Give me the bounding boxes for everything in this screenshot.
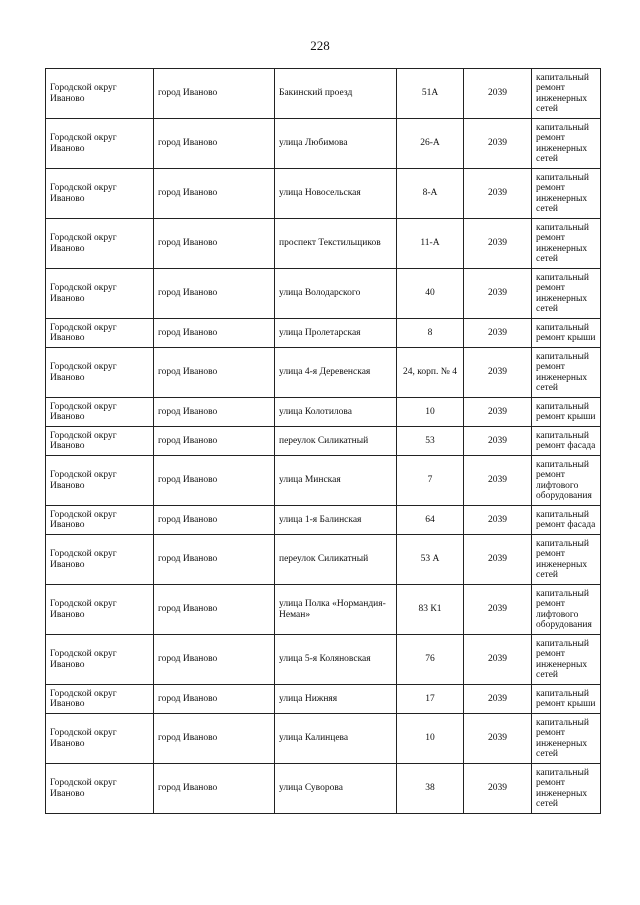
house-number-cell: 8 xyxy=(397,319,464,348)
city-cell: город Иваново xyxy=(154,269,275,319)
street-cell: улица Полка «Нормандия-Неман» xyxy=(275,585,397,635)
district-cell: Городской округ Иваново xyxy=(46,535,154,585)
table-row xyxy=(46,348,601,398)
work-type-cell: капитальный ремонт крыши xyxy=(532,685,601,714)
table-row xyxy=(46,219,601,269)
street-cell: улица Калинцева xyxy=(275,714,397,764)
district-cell: Городской округ Иваново xyxy=(46,119,154,169)
street-cell: улица Новосельская xyxy=(275,169,397,219)
year-cell: 2039 xyxy=(464,635,532,685)
year-cell: 2039 xyxy=(464,398,532,427)
house-number-cell: 38 xyxy=(397,764,464,814)
table-row xyxy=(46,714,601,764)
work-type-cell: капитальный ремонт инженерных сетей xyxy=(532,69,601,119)
house-number-cell: 76 xyxy=(397,635,464,685)
house-number-cell: 10 xyxy=(397,398,464,427)
work-type-cell: капитальный ремонт крыши xyxy=(532,319,601,348)
work-type-cell: капитальный ремонт инженерных сетей xyxy=(532,714,601,764)
work-type-cell: капитальный ремонт инженерных сетей xyxy=(532,764,601,814)
year-cell: 2039 xyxy=(464,348,532,398)
table-row xyxy=(46,269,601,319)
street-cell: улица Володарского xyxy=(275,269,397,319)
house-number-cell: 26-А xyxy=(397,119,464,169)
house-number-cell: 40 xyxy=(397,269,464,319)
registry-table-body xyxy=(46,69,601,814)
table-row xyxy=(46,635,601,685)
street-cell: улица Минская xyxy=(275,456,397,506)
house-number-cell: 24, корп. № 4 xyxy=(397,348,464,398)
city-cell: город Иваново xyxy=(154,585,275,635)
table-row xyxy=(46,685,601,714)
city-cell: город Иваново xyxy=(154,427,275,456)
street-cell: улица Любимова xyxy=(275,119,397,169)
street-cell: улица Нижняя xyxy=(275,685,397,714)
district-cell: Городской округ Иваново xyxy=(46,506,154,535)
table-row xyxy=(46,119,601,169)
house-number-cell: 83 К1 xyxy=(397,585,464,635)
year-cell: 2039 xyxy=(464,427,532,456)
house-number-cell: 64 xyxy=(397,506,464,535)
work-type-cell: капитальный ремонт фасада xyxy=(532,427,601,456)
table-row xyxy=(46,427,601,456)
district-cell: Городской округ Иваново xyxy=(46,585,154,635)
year-cell: 2039 xyxy=(464,269,532,319)
city-cell: город Иваново xyxy=(154,456,275,506)
city-cell: город Иваново xyxy=(154,319,275,348)
district-cell: Городской округ Иваново xyxy=(46,319,154,348)
work-type-cell: капитальный ремонт крыши xyxy=(532,398,601,427)
work-type-cell: капитальный ремонт инженерных сетей xyxy=(532,169,601,219)
street-cell: проспект Текстильщиков xyxy=(275,219,397,269)
work-type-cell: капитальный ремонт инженерных сетей xyxy=(532,535,601,585)
district-cell: Городской округ Иваново xyxy=(46,269,154,319)
street-cell: улица Суворова xyxy=(275,764,397,814)
district-cell: Городской округ Иваново xyxy=(46,169,154,219)
city-cell: город Иваново xyxy=(154,348,275,398)
page-number: 228 xyxy=(310,38,330,53)
city-cell: город Иваново xyxy=(154,169,275,219)
district-cell: Городской округ Иваново xyxy=(46,219,154,269)
work-type-cell: капитальный ремонт лифтового оборудования xyxy=(532,585,601,635)
year-cell: 2039 xyxy=(464,219,532,269)
year-cell: 2039 xyxy=(464,535,532,585)
city-cell: город Иваново xyxy=(154,635,275,685)
year-cell: 2039 xyxy=(464,456,532,506)
house-number-cell: 8-А xyxy=(397,169,464,219)
house-number-cell: 10 xyxy=(397,714,464,764)
district-cell: Городской округ Иваново xyxy=(46,69,154,119)
street-cell: улица Колотилова xyxy=(275,398,397,427)
year-cell: 2039 xyxy=(464,585,532,635)
work-type-cell: капитальный ремонт инженерных сетей xyxy=(532,269,601,319)
year-cell: 2039 xyxy=(464,169,532,219)
street-cell: переулок Силикатный xyxy=(275,427,397,456)
house-number-cell: 7 xyxy=(397,456,464,506)
work-type-cell: капитальный ремонт фасада xyxy=(532,506,601,535)
house-number-cell: 53 А xyxy=(397,535,464,585)
district-cell: Городской округ Иваново xyxy=(46,635,154,685)
year-cell: 2039 xyxy=(464,69,532,119)
district-cell: Городской округ Иваново xyxy=(46,398,154,427)
city-cell: город Иваново xyxy=(154,764,275,814)
year-cell: 2039 xyxy=(464,319,532,348)
street-cell: улица 1-я Балинская xyxy=(275,506,397,535)
table-row xyxy=(46,456,601,506)
street-cell: улица 5-я Коляновская xyxy=(275,635,397,685)
table-row xyxy=(46,764,601,814)
work-type-cell: капитальный ремонт инженерных сетей xyxy=(532,119,601,169)
year-cell: 2039 xyxy=(464,119,532,169)
street-cell: Бакинский проезд xyxy=(275,69,397,119)
year-cell: 2039 xyxy=(464,506,532,535)
street-cell: переулок Силикатный xyxy=(275,535,397,585)
street-cell: улица Пролетарская xyxy=(275,319,397,348)
district-cell: Городской округ Иваново xyxy=(46,348,154,398)
city-cell: город Иваново xyxy=(154,714,275,764)
work-type-cell: капитальный ремонт инженерных сетей xyxy=(532,635,601,685)
table-row xyxy=(46,506,601,535)
registry-table xyxy=(45,68,601,814)
city-cell: город Иваново xyxy=(154,535,275,585)
city-cell: город Иваново xyxy=(154,506,275,535)
city-cell: город Иваново xyxy=(154,119,275,169)
house-number-cell: 17 xyxy=(397,685,464,714)
work-type-cell: капитальный ремонт лифтового оборудования xyxy=(532,456,601,506)
street-cell: улица 4-я Деревенская xyxy=(275,348,397,398)
house-number-cell: 53 xyxy=(397,427,464,456)
city-cell: город Иваново xyxy=(154,685,275,714)
year-cell: 2039 xyxy=(464,764,532,814)
year-cell: 2039 xyxy=(464,714,532,764)
table-row xyxy=(46,69,601,119)
district-cell: Городской округ Иваново xyxy=(46,764,154,814)
city-cell: город Иваново xyxy=(154,69,275,119)
city-cell: город Иваново xyxy=(154,219,275,269)
district-cell: Городской округ Иваново xyxy=(46,714,154,764)
table-row xyxy=(46,169,601,219)
work-type-cell: капитальный ремонт инженерных сетей xyxy=(532,219,601,269)
district-cell: Городской округ Иваново xyxy=(46,685,154,714)
table-row xyxy=(46,319,601,348)
work-type-cell: капитальный ремонт инженерных сетей xyxy=(532,348,601,398)
house-number-cell: 51А xyxy=(397,69,464,119)
district-cell: Городской округ Иваново xyxy=(46,456,154,506)
city-cell: город Иваново xyxy=(154,398,275,427)
table-row xyxy=(46,585,601,635)
year-cell: 2039 xyxy=(464,685,532,714)
table-row xyxy=(46,398,601,427)
table-row xyxy=(46,535,601,585)
house-number-cell: 11-А xyxy=(397,219,464,269)
district-cell: Городской округ Иваново xyxy=(46,427,154,456)
